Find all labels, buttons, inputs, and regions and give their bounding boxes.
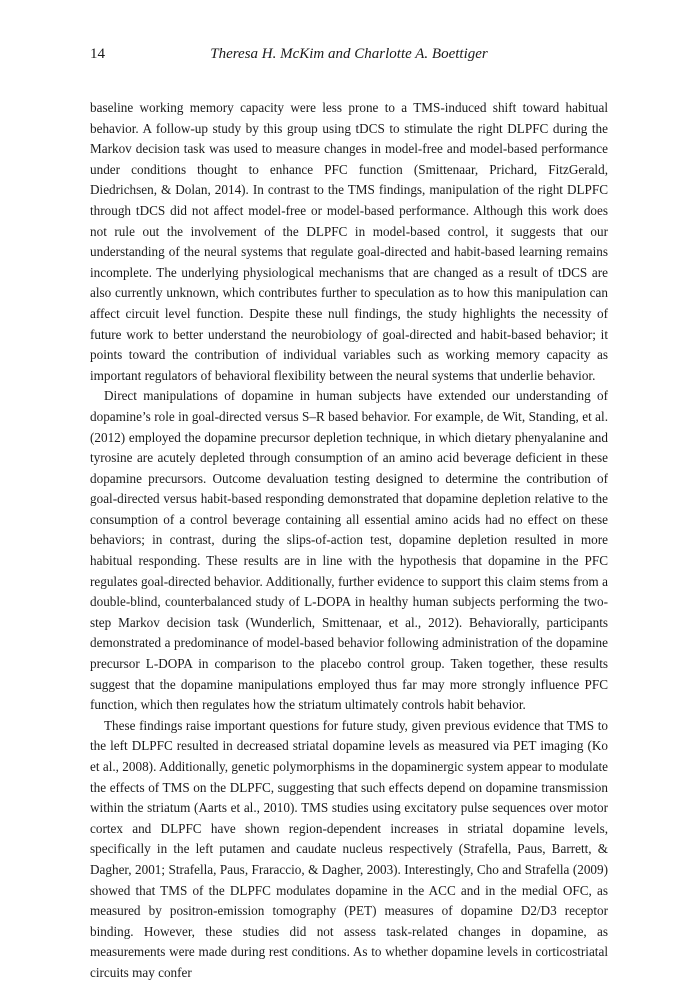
- running-title: Theresa H. McKim and Charlotte A. Boettiger: [210, 46, 488, 62]
- running-head: [90, 44, 608, 68]
- paragraph-2: Direct manipulations of dopamine in human subjects have extended our understanding of dopamine’s role in goal-directed versus S–R based behavior. For example, de Wit, Standing, et al. (2012) employed the dopamine precursor depletion technique, in which dietary phenyalanine and tyrosine are acutely depleted through consumption of an amino acid beverage deficient in these dopamine precursors. Outcome devaluation testing designed to determine the contribution of goal-directed versus habit-based responding demonstrated that dopamine depletion relative to the consumption of a control beverage containing all essential amino acids had no effect on these behaviors; in contrast, during the slips-of-action test, dopamine depletion resulted in more habitual responding. These results are in line with the hypothesis that dopamine in the PFC regulates goal-directed behavior. Additionally, further evidence to support this claim stems from a double-blind, counterbalanced study of L-DOPA in healthy human subjects performing the two-step Markov decision task (Wunderlich, Smittenaar, et al., 2012). Behaviorally, participants demonstrated a predominance of model-based behavior following administration of the dopamine precursor L-DOPA in comparison to the placebo control group. Taken together, these results suggest that the dopamine manipulations employed thus far may more strongly influence PFC function, which then regulates how the striatum ultimately controls habit behavior.: [90, 388, 608, 713]
- paragraph-1: baseline working memory capacity were less prone to a TMS-induced shift toward habitual behavior. A follow-up study by this group using tDCS to stimulate the right DLPFC during the Markov decision task was used to measure changes in model-free and model-based performance under conditions thought to enhance PFC function (Smittenaar, Prichard, FitzGerald, Diedrichsen, & Dolan, 2014). In contrast to the TMS findings, manipulation of the right DLPFC through tDCS did not affect model-free or model-based performance. Although this work does not rule out the involvement of the DLPFC in model-based control, it suggests that our understanding of the neural systems that regulate goal-directed and habit-based learning remains incomplete. The underlying physiological mechanisms that are changed as a result of tDCS are also currently unknown, which contributes further to speculation as to how this manipulation can affect circuit level function. Despite these null findings, the study highlights the necessity of future work to better understand the neurobiology of goal-directed and habit-based behavior; it points toward the contribution of individual variables such as working memory capacity as important regulators of behavioral flexibility between the neural systems that underlie behavior.: [90, 100, 608, 383]
- paragraph-3: These findings raise important questions for future study, given previous evidence that TMS to the left DLPFC resulted in decreased striatal dopamine levels as measured via PET imaging (Ko et al., 2008). Additionally, genetic polymorphisms in the dopaminergic system appear to modulate the effects of TMS on the DLPFC, suggesting that such effects depend on dopamine transmission within the striatum (Aarts et al., 2010). TMS studies using excitatory pulse sequences over motor cortex and DLPFC have shown region-dependent increases in striatal dopamine levels, specifically in the left putamen and caudate nucleus respectively (Strafella, Paus, Barrett, & Dagher, 2001; Strafella, Paus, Fraraccio, & Dagher, 2003). Interestingly, Cho and Strafella (2009) showed that TMS of the DLPFC modulates dopamine in the ACC and in the medial OFC, as measured by positron-emission tomography (PET) measures of dopamine D2/D3 receptor binding. However, these studies did not assess task-related changes in dopamine, as measurements were made during rest conditions. As to whether dopamine levels in corticostriatal circuits may confer: [90, 717, 608, 980]
- body-text: [90, 98, 608, 984]
- page-number: 14: [90, 46, 105, 62]
- book-page: [90, 44, 608, 984]
